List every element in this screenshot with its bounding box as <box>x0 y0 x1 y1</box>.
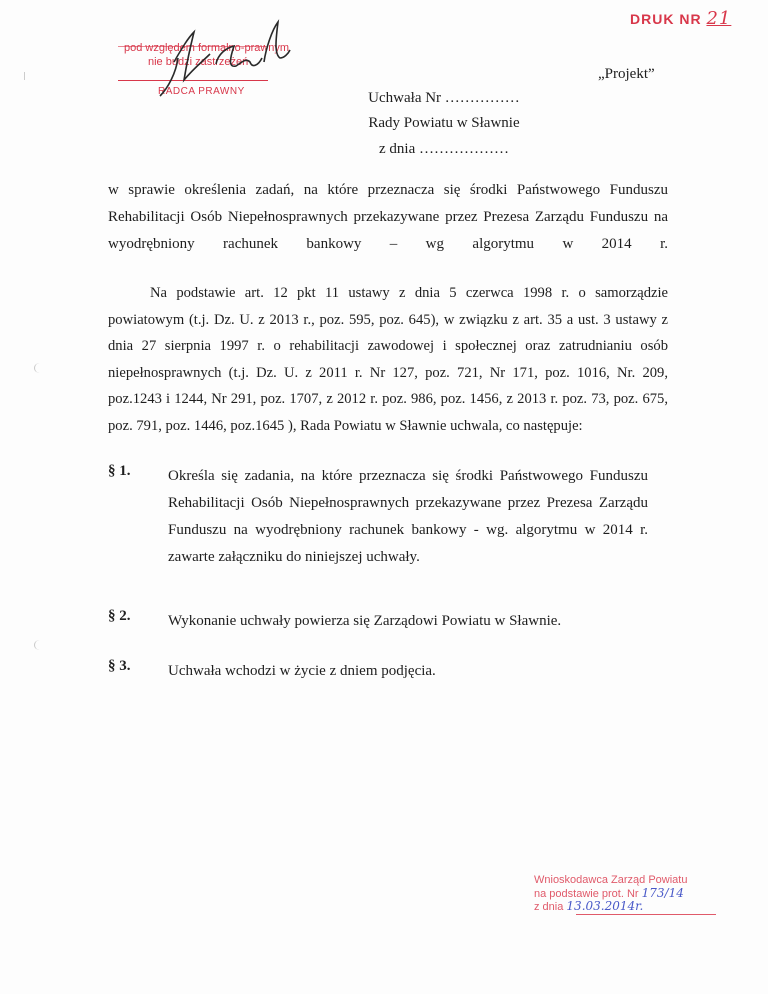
punch-hole-mark <box>34 640 45 650</box>
print-number-label: DRUK NR <box>630 11 702 27</box>
applicant-stamp <box>534 874 724 934</box>
stamp-caption: RADCA PRAWNY <box>158 86 245 97</box>
scan-margin-mark <box>24 72 29 80</box>
stamp-line <box>534 900 643 914</box>
paragraph-text: Określa się zadania, na które przeznacza się środki Państwowego Funduszu Rehabilitacji Osób Niepełnosprawnych przekazywane przez Prezesa Zarządu Funduszu na wyodrębniony rachunek bankowy - wg. algorytmu w 2014 r. zawarte załączniku do niniejszej uchwały. <box>168 468 648 565</box>
punch-hole-mark <box>34 363 45 373</box>
paragraph-number: § 3. <box>108 658 131 674</box>
resolution-number: Uchwała Nr …………… <box>368 90 520 106</box>
print-number-value: 21 <box>706 8 732 29</box>
stamp-line: Wnioskodawca Zarząd Powiatu <box>534 874 688 886</box>
paragraph-text: Uchwała wchodzi w życie z dniem podjęcia. <box>168 663 436 679</box>
stamp-line: nie budzi zastrzeżeń <box>148 56 249 68</box>
paragraph-2 <box>108 608 668 638</box>
handwritten-date: 13.03.2014r. <box>566 899 644 913</box>
legal-basis: Na podstawie art. 12 pkt 11 ustawy z dnia 5 czerwca 1998 r. o samorządzie powiatowym (t.j. Dz. U. z 2013 r., poz. 595, poz. 645), w związku z art. 35 a ust. 3 ustawy z dnia 27 sierpnia 1997 r. o rehabilitacji zawodowej i społecznej oraz zatrudnianiu osób niepełnosprawnych (t.j. Dz. U. z 2011 r. Nr 127, poz. 721, Nr 171, poz. 1016, Nr. 209, poz.1243 i 1244, Nr 291, poz. 1707, z 2012 r. poz. 986, poz. 1456, z 2013 r. poz. 73, poz. 675, poz. 791, poz. 1446, poz.1645 ), Rada Powiatu w Sławnie uchwala, co następuje: <box>108 285 668 434</box>
handwritten-protocol-number: 173/14 <box>641 886 684 900</box>
paragraph-number: § 1. <box>108 463 131 479</box>
stamp-line: pod względem formalno-prawnym <box>124 42 290 54</box>
stamp-line-prefix: z dnia <box>534 901 564 913</box>
paragraph-text: Wykonanie uchwały powierza się Zarządowi Powiatu w Sławnie. <box>168 613 562 629</box>
paragraph-1 <box>108 463 668 583</box>
paragraph-3 <box>108 658 668 688</box>
resolution-date: z dnia ……………… <box>379 141 509 157</box>
stamp-line-prefix: na podstawie prot. Nr <box>534 888 639 900</box>
print-number-stamp <box>630 8 731 29</box>
draft-label: „Projekt” <box>598 66 655 82</box>
paragraph-number: § 2. <box>108 608 131 624</box>
resolution-subject: w sprawie określenia zadań, na które przeznacza się środki Państwowego Funduszu Rehabilitacji Osób Niepełnosprawnych przekazywane przez Prezesa Zarządu Funduszu na wyodrębniony rachunek bankowy – wg algorytmu w 2014 r. <box>108 182 668 252</box>
council-name: Rady Powiatu w Sławnie <box>368 115 520 131</box>
stamp-rule <box>576 914 716 915</box>
